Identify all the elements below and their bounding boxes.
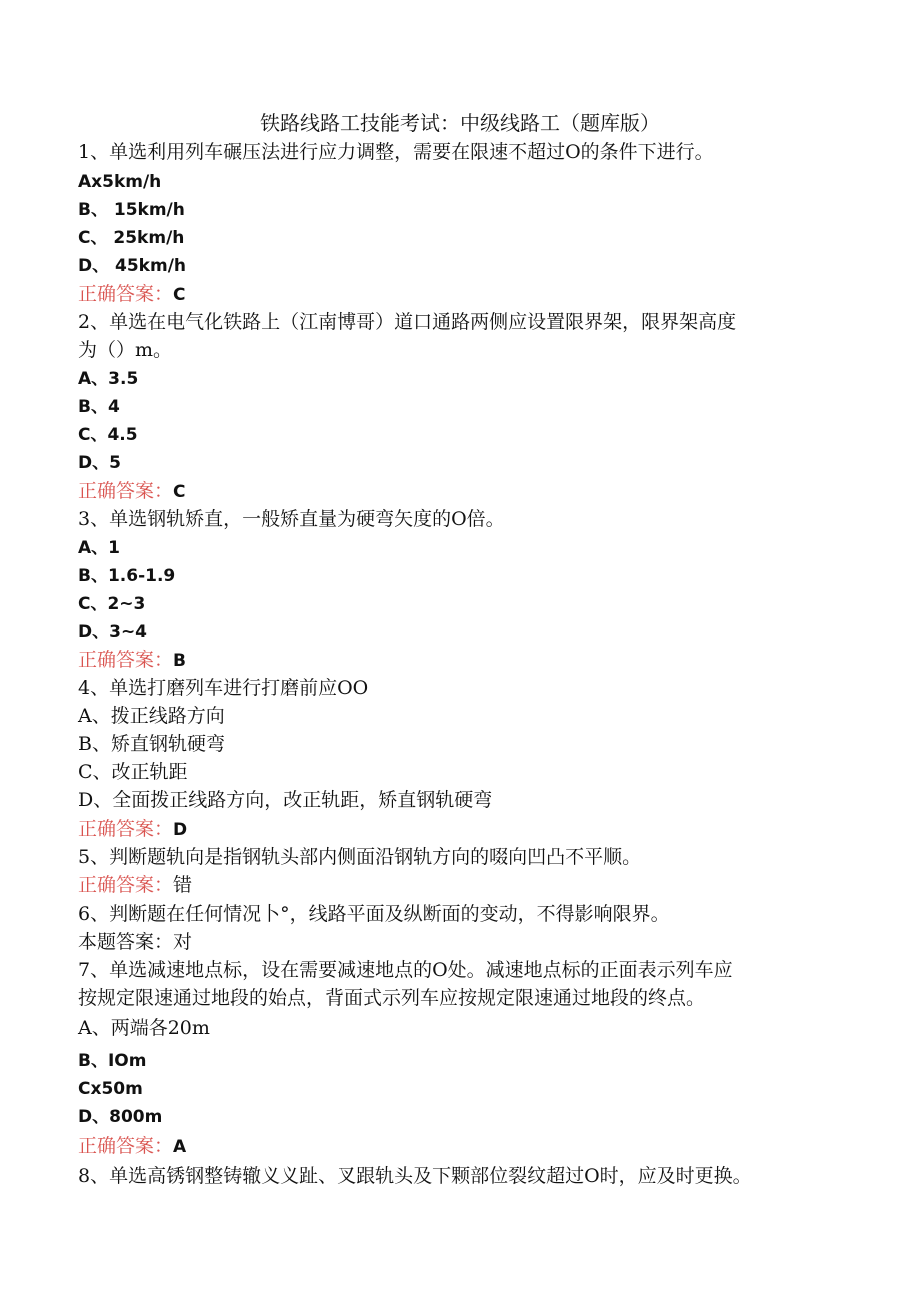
question-2-option-c: C、4.5 [78, 425, 138, 445]
answer-value: A [173, 1137, 187, 1157]
question-2-text-line-2: 为（）m。 [78, 339, 173, 361]
question-3-option-d: D、3~4 [78, 622, 148, 642]
question-4-option-d: D、全面拨正线路方向，改正轨距，矫直钢轨硬弯 [78, 789, 493, 811]
question-2-option-a: A、3.5 [78, 369, 139, 389]
question-5-answer [78, 871, 192, 899]
answer-label: 正确答案： [78, 874, 174, 896]
question-7-answer [78, 1132, 186, 1161]
question-3-option-b: B、1.6-1.9 [78, 566, 176, 586]
question-7-option-d: D、800m [78, 1107, 163, 1127]
answer-label: 正确答案： [78, 283, 174, 305]
question-7-text-line-2: 按规定限速通过地段的始点，背面式示列车应按规定限速通过地段的终点。 [78, 987, 706, 1009]
question-3-answer [78, 646, 186, 675]
answer-label: 正确答案： [78, 480, 174, 502]
question-1-option-b: B、 15km/h [78, 200, 185, 220]
question-6-text: 6、判断题在任何情况卜°，线路平面及纵断面的变动，不得影响限界。 [78, 903, 670, 925]
question-2-option-b: B、4 [78, 397, 120, 417]
question-4-text: 4、单选打磨列车进行打磨前应OO [78, 677, 369, 699]
question-3-text: 3、单选钢轨矫直，一般矫直量为硬弯矢度的O倍。 [78, 508, 505, 530]
answer-label: 正确答案： [78, 818, 174, 840]
question-6-answer [78, 928, 192, 956]
question-1-option-c: C、 25km/h [78, 228, 185, 248]
question-7-text-line-1: 7、单选减速地点标，设在需要减速地点的O处。减速地点标的正面表示列车应 [78, 959, 733, 981]
question-5-text: 5、判断题轨向是指钢轨头部内侧面沿钢轨方向的啜向凹凸不平顺。 [78, 846, 642, 868]
answer-value: C [173, 285, 186, 305]
question-1-text: 1、单选利用列车碾压法进行应力调整，需要在限速不超过O的条件下进行。 [78, 141, 714, 163]
question-4-option-a: A、拨正线路方向 [78, 705, 225, 727]
question-4-answer [78, 815, 187, 844]
answer-value: C [173, 482, 186, 502]
answer-label: 正确答案： [78, 1135, 174, 1157]
page-title: 铁路线路工技能考试：中级线路工（题库版） [260, 111, 660, 135]
answer-value: 对 [173, 931, 193, 953]
question-4-option-b: B、矫直钢轨硬弯 [78, 733, 225, 755]
question-1-answer [78, 280, 186, 309]
question-2-answer [78, 477, 186, 506]
answer-value: 错 [173, 874, 193, 896]
question-8-text: 8、单选高锈钢整铸辙义义趾、叉跟轨头及下颗部位裂纹超过O时，应及时更换。 [78, 1165, 752, 1187]
question-1-option-a: Ax5km/h [78, 172, 162, 192]
question-4-option-c: C、改正轨距 [78, 761, 188, 783]
question-2-option-d: D、5 [78, 453, 121, 473]
question-7-option-b: B、IOm [78, 1051, 147, 1071]
answer-value: B [173, 651, 186, 671]
answer-label: 正确答案： [78, 649, 174, 671]
answer-value: D [173, 820, 188, 840]
question-1-option-d: D、 45km/h [78, 256, 187, 276]
answer-label: 本题答案： [78, 931, 174, 953]
question-2-text-line-1: 2、单选在电气化铁路上（江南博哥）道口通路两侧应设置限界架，限界架高度 [78, 311, 737, 333]
question-7-option-a: A、两端各20m [78, 1017, 210, 1039]
question-3-option-a: A、1 [78, 538, 120, 558]
question-3-option-c: C、2~3 [78, 594, 146, 614]
question-7-option-c: Cx50m [78, 1079, 143, 1099]
